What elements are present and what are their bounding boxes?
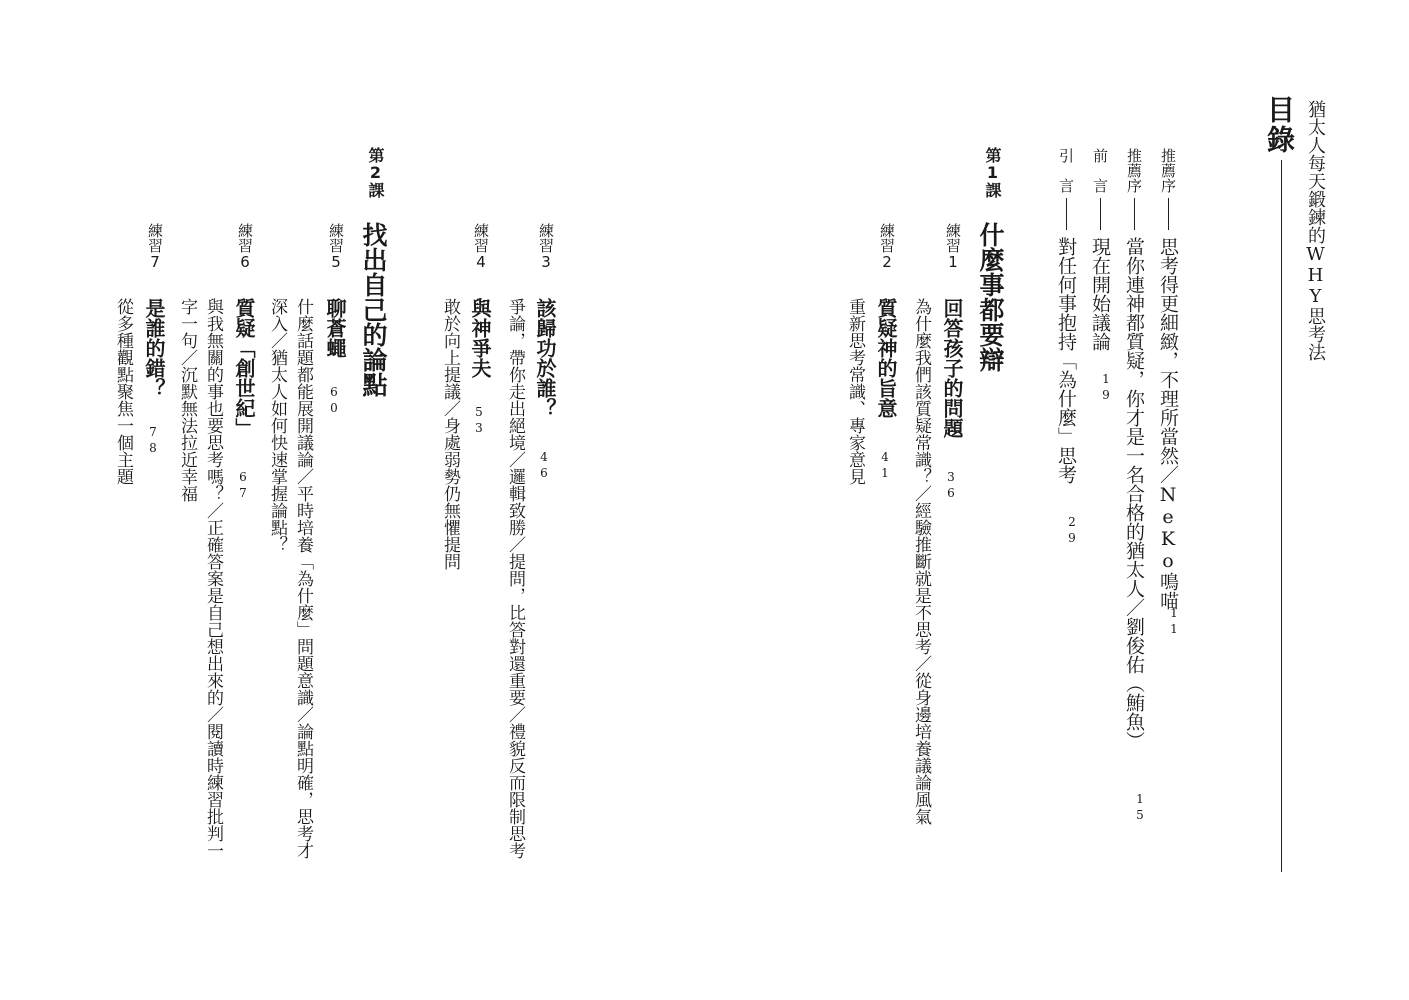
front-page-4: 29 — [1065, 515, 1079, 547]
front-page-3: 19 — [1099, 372, 1113, 404]
exercise-5-title[interactable]: 聊蒼蠅 — [323, 298, 347, 358]
exercise-6-page: 67 — [236, 470, 250, 502]
front-text-1[interactable]: 思考得更細緻，不理所當然／NeKo鳴喵 — [1157, 237, 1179, 610]
exercise-6-desc-line-1: 與我無關的事也要思考嗎？／正確答案是自己想出來的／閱讀時練習批判一 — [203, 298, 223, 859]
exercise-1-desc: 為什麼我們該質疑常識？／經驗推斷就是不思考／從身邊培養議論風氣 — [911, 298, 931, 825]
exercise-2-title[interactable]: 質疑神的旨意 — [874, 298, 898, 418]
exercise-3-desc: 爭論，帶你走出絕境／邏輯致勝／提問，比答對還重要／禮貌反而限制思考 — [505, 298, 525, 859]
exercise-7-label: 練習7 — [146, 223, 164, 271]
exercise-1-title[interactable]: 回答孩子的問題 — [940, 298, 964, 438]
dash — [1066, 198, 1067, 230]
lesson-2-label: 第2課 — [366, 147, 385, 198]
lesson-1-title[interactable]: 什麼事都要辯 — [976, 222, 1005, 372]
dash — [1100, 198, 1101, 230]
exercise-5-page: 60 — [327, 385, 341, 417]
exercise-2-desc: 重新思考常識、專家意見 — [845, 298, 865, 485]
lesson-1-label: 第1課 — [983, 147, 1002, 198]
exercise-7-page: 78 — [146, 425, 160, 457]
front-page-2: 15 — [1133, 792, 1147, 824]
exercise-6-desc-line-2: 字一句／沉默無法拉近幸福 — [177, 298, 197, 502]
toc-title: 目錄 — [1263, 95, 1296, 155]
exercise-3-title[interactable]: 該歸功於誰？ — [533, 298, 557, 418]
front-label-1: 推薦序 — [1159, 148, 1177, 193]
exercise-4-label: 練習4 — [472, 223, 490, 271]
dash — [1168, 198, 1169, 230]
exercise-2-page: 41 — [878, 450, 892, 482]
exercise-7-desc: 從多種觀點聚焦一個主題 — [113, 298, 133, 485]
exercise-1-page: 36 — [944, 470, 958, 502]
front-text-3[interactable]: 現在開始議論 — [1089, 237, 1111, 351]
exercise-5-desc-line-2: 深入／猶太人如何快速掌握論點？ — [267, 298, 287, 553]
lesson-2-title[interactable]: 找出自己的論點 — [359, 222, 388, 397]
exercise-6-title[interactable]: 質疑「創世紀」 — [232, 298, 256, 438]
exercise-2-label: 練習2 — [878, 223, 896, 271]
book-title: 猶太人每天鍛鍊的WHY思考法 — [1305, 100, 1326, 361]
front-page-1: 11 — [1167, 606, 1181, 638]
exercise-5-label: 練習5 — [327, 223, 345, 271]
exercise-6-label: 練習6 — [236, 223, 254, 271]
exercise-1-label: 練習1 — [944, 223, 962, 271]
front-text-2[interactable]: 當你連神都質疑，你才是一名合格的猶太人／劉俊佑（鮪魚） — [1123, 237, 1145, 750]
front-label-3: 前 言 — [1091, 148, 1109, 193]
title-rule — [1281, 160, 1282, 872]
dash — [1134, 198, 1135, 230]
front-label-4: 引 言 — [1057, 148, 1075, 193]
exercise-4-page: 53 — [472, 405, 486, 437]
exercise-5-desc-line-1: 什麼話題都能展開議論／平時培養「為什麼」問題意識／論點明確，思考才 — [293, 298, 313, 859]
exercise-3-label: 練習3 — [537, 223, 555, 271]
exercise-3-page: 46 — [537, 450, 551, 482]
front-label-2: 推薦序 — [1125, 148, 1143, 193]
front-text-4[interactable]: 對任何事抱持「為什麼」思考 — [1055, 237, 1077, 484]
exercise-7-title[interactable]: 是誰的錯？ — [142, 298, 166, 398]
exercise-4-desc: 敢於向上提議／身處弱勢仍無懼提問 — [440, 298, 460, 570]
exercise-4-title[interactable]: 與神爭夫 — [468, 298, 492, 378]
